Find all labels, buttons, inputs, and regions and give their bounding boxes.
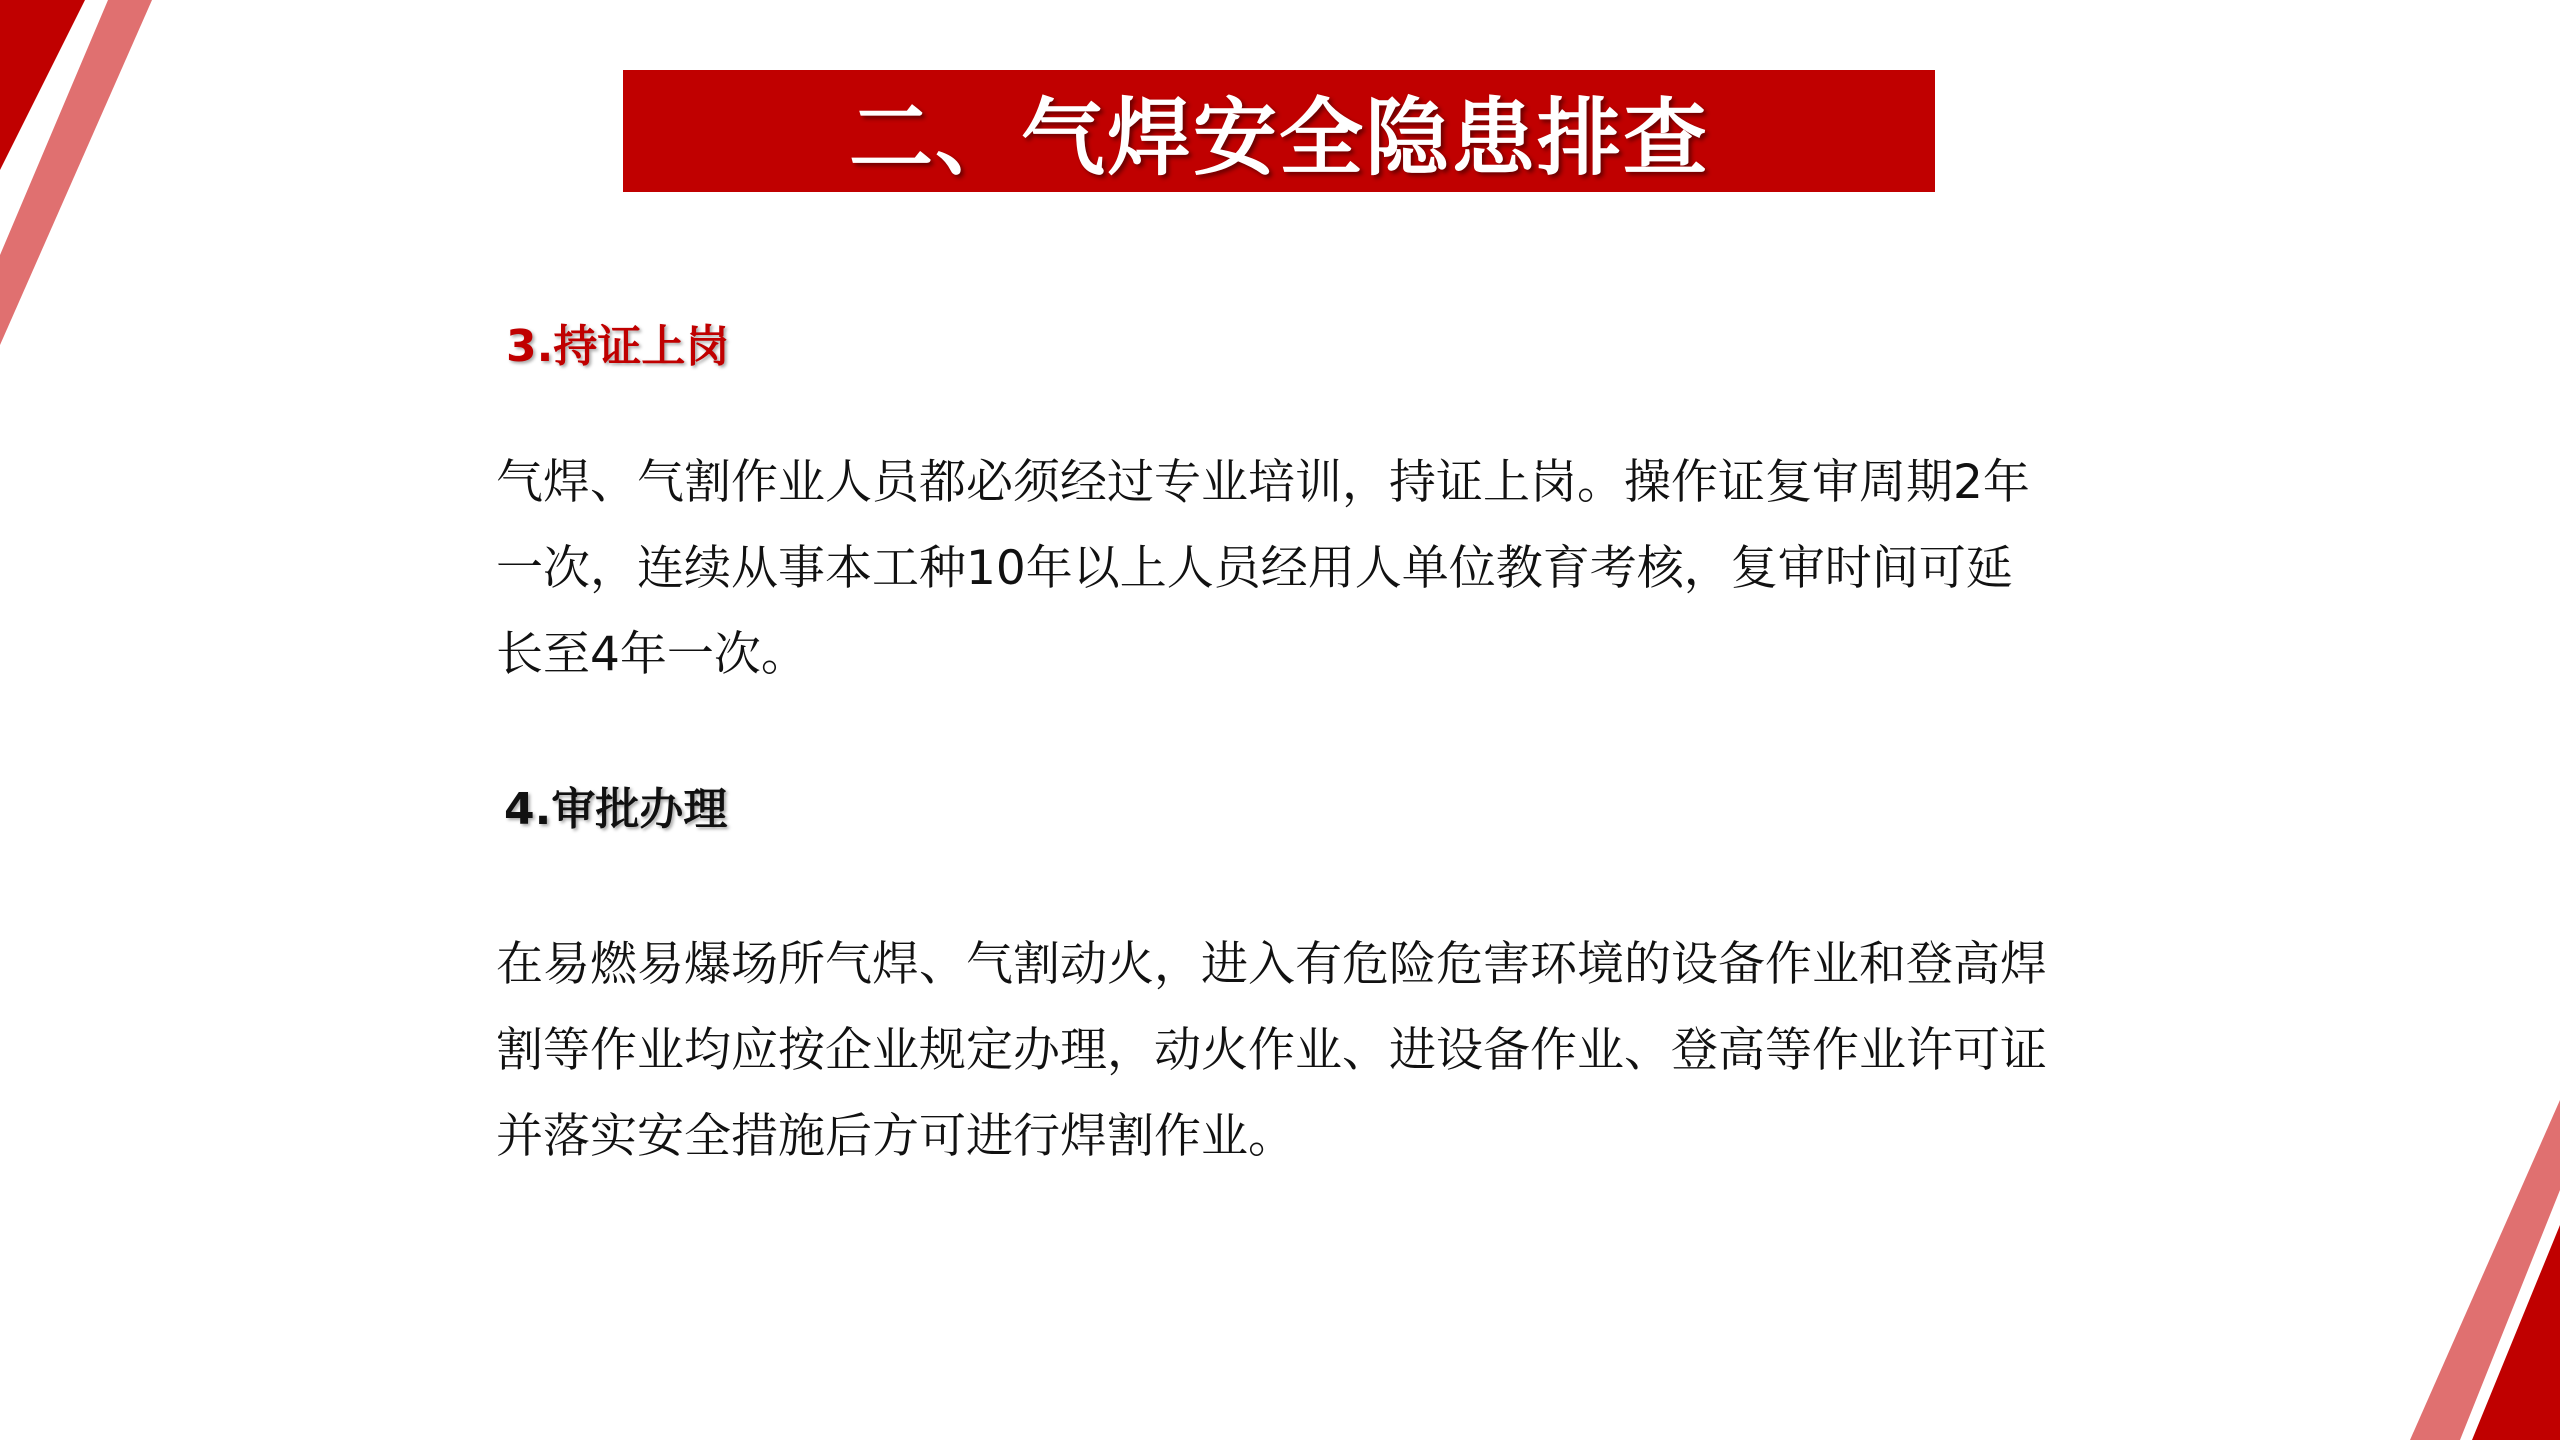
section-heading-approval: 4.审批办理 [504, 784, 728, 835]
section-body-certification: 气焊、气割作业人员都必须经过专业培训，持证上岗。操作证复审周期2年一次，连续从事本工种10年以上人员经用人单位教育考核，复审时间可延长至4年一次。 [496, 455, 2030, 682]
section-heading-certification: 3.持证上岗 [506, 321, 730, 372]
page-title: 二、气焊安全隐患排查 [848, 88, 1709, 187]
title-banner [623, 70, 1935, 192]
section-body-approval: 在易燃易爆场所气焊、气割动火，进入有危险危害环境的设备作业和登高焊割等作业均应按企业规定办理，动火作业、进设备作业、登高等作业许可证并落实安全措施后方可进行焊割作业。 [496, 937, 2047, 1164]
